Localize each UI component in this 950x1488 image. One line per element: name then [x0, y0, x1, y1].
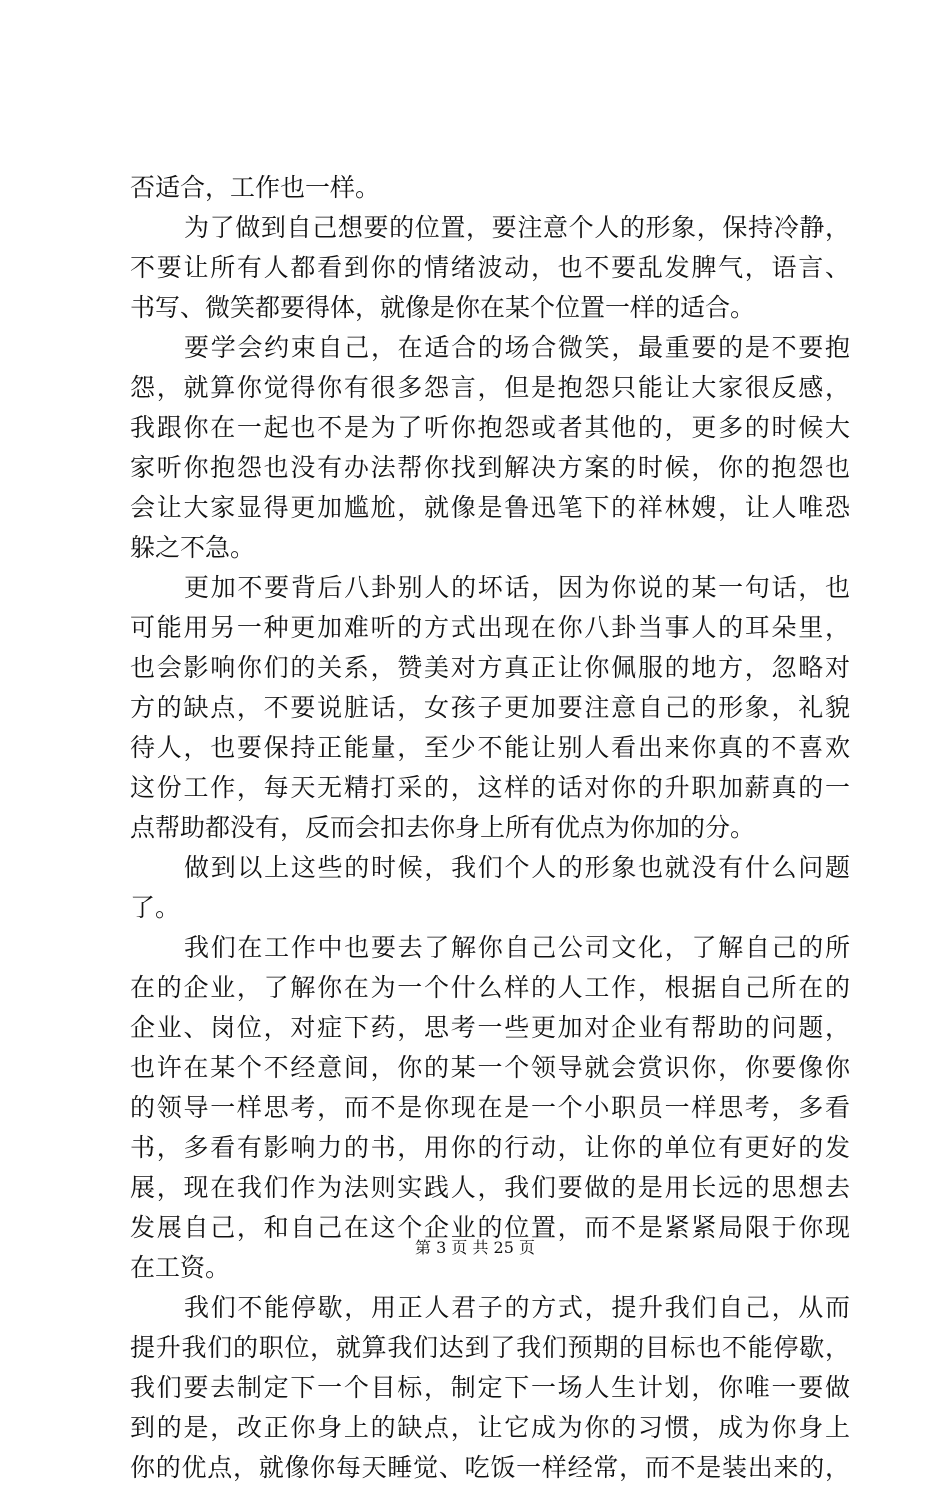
- text-line: 不要让所有人都看到你的情绪波动，也不要乱发脾气，语言、: [130, 253, 850, 282]
- text-line: 家听你抱怨也没有办法帮你找到解决方案的时候，你的抱怨也: [130, 453, 850, 482]
- text-line: 展，现在我们作为法则实践人，我们要做的是用长远的思想去: [130, 1173, 850, 1202]
- text-line: 我们在工作中也要去了解你自己公司文化，了解自己的所: [184, 933, 850, 962]
- text-line: 你的优点，就像你每天睡觉、吃饭一样经常，而不是装出来的，: [130, 1453, 850, 1482]
- text-line: 提升我们的职位，就算我们达到了我们预期的目标也不能停歇，: [130, 1333, 850, 1362]
- text-line: 会让大家显得更加尴尬，就像是鲁迅笔下的祥林嫂，让人唯恐: [130, 493, 850, 522]
- page-footer: 第 3 页 共 25 页: [415, 1238, 535, 1257]
- text-line: 也会影响你们的关系，赞美对方真正让你佩服的地方，忽略对: [130, 653, 850, 682]
- text-line: 发展自己，和自己在这个企业的位置，而不是紧紧局限于你现: [130, 1213, 850, 1242]
- text-line: 点帮助都没有，反而会扣去你身上所有优点为你加的分。: [130, 813, 756, 842]
- text-line: 的领导一样思考，而不是你现在是一个小职员一样思考，多看: [130, 1093, 850, 1122]
- text-line: 可能用另一种更加难听的方式出现在你八卦当事人的耳朵里，: [130, 613, 850, 642]
- text-line: 我们不能停歇，用正人君子的方式，提升我们自己，从而: [184, 1293, 850, 1322]
- text-line: 也许在某个不经意间，你的某一个领导就会赏识你，你要像你: [130, 1053, 850, 1082]
- text-line: 做到以上这些的时候，我们个人的形象也就没有什么问题: [184, 853, 850, 882]
- text-line: 我跟你在一起也不是为了听你抱怨或者其他的，更多的时候大: [130, 413, 850, 442]
- text-line: 书，多看有影响力的书，用你的行动，让你的单位有更好的发: [130, 1133, 850, 1162]
- text-line: 企业、岗位，对症下药，思考一些更加对企业有帮助的问题，: [130, 1013, 850, 1042]
- text-line: 我们要去制定下一个目标，制定下一场人生计划，你唯一要做: [130, 1373, 850, 1402]
- text-line: 要学会约束自己，在适合的场合微笑，最重要的是不要抱: [184, 333, 850, 362]
- text-line: 这份工作，每天无精打采的，这样的话对你的升职加薪真的一: [130, 773, 850, 802]
- text-line: 为了做到自己想要的位置，要注意个人的形象，保持冷静，: [184, 213, 850, 242]
- text-line: 在的企业，了解你在为一个什么样的人工作，根据自己所在的: [130, 973, 850, 1002]
- body-text: [130, 168, 850, 1488]
- text-line: 怨，就算你觉得你有很多怨言，但是抱怨只能让大家很反感，: [130, 373, 850, 402]
- text-line: 待人，也要保持正能量，至少不能让别人看出来你真的不喜欢: [130, 733, 850, 762]
- text-line: 更加不要背后八卦别人的坏话，因为你说的某一句话，也: [184, 573, 850, 602]
- text-line: 否适合，工作也一样。: [130, 173, 381, 202]
- text-line: 到的是，改正你身上的缺点，让它成为你的习惯，成为你身上: [130, 1413, 850, 1442]
- text-line: 在工资。: [130, 1253, 231, 1282]
- text-line: 了。: [130, 893, 181, 922]
- text-line: 方的缺点，不要说脏话，女孩子更加要注意自己的形象，礼貌: [130, 693, 850, 722]
- text-line: 躲之不急。: [130, 533, 256, 562]
- text-line: 书写、微笑都要得体，就像是你在某个位置一样的适合。: [130, 293, 756, 322]
